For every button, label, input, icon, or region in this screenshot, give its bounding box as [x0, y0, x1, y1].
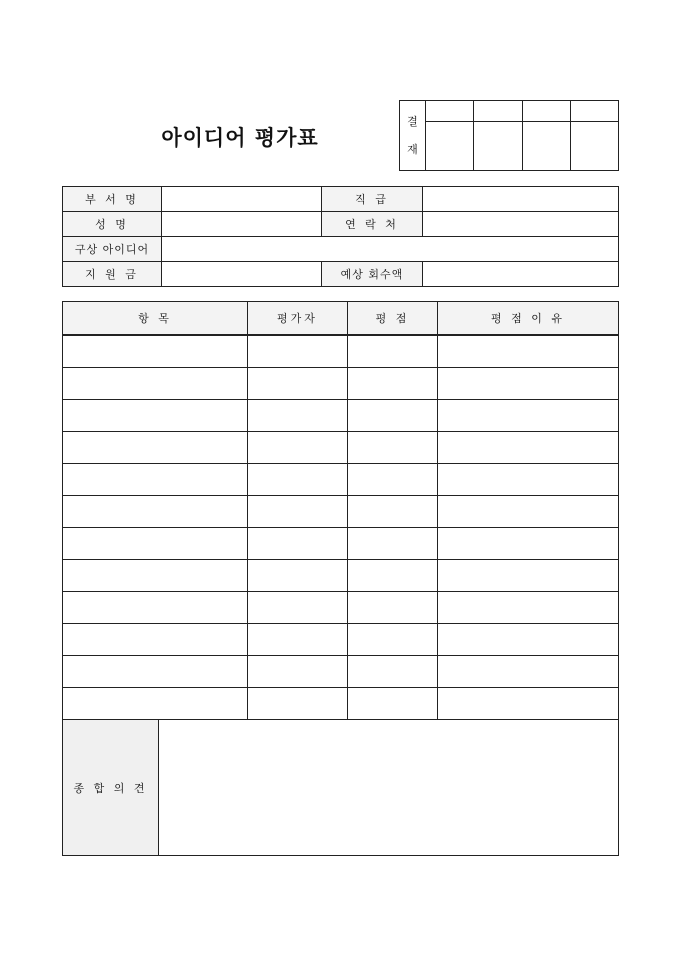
evaluator-cell[interactable]: [248, 528, 348, 560]
evaluation-header-row: [63, 302, 619, 336]
approval-signature-cell[interactable]: [474, 122, 522, 171]
position-field[interactable]: [423, 187, 619, 212]
item-cell[interactable]: [63, 528, 248, 560]
item-cell[interactable]: [63, 496, 248, 528]
evaluator-cell[interactable]: [248, 400, 348, 432]
approval-label-bottom: 재: [407, 142, 418, 156]
score-reason-header: 평 점 이 유: [438, 302, 619, 336]
department-field[interactable]: [162, 187, 322, 212]
idea-label: 구상 아이디어: [63, 237, 162, 262]
contact-label: 연 락 처: [322, 212, 423, 237]
idea-field[interactable]: [162, 237, 619, 262]
score-reason-cell[interactable]: [438, 688, 619, 720]
score-cell[interactable]: [348, 624, 438, 656]
evaluator-cell[interactable]: [248, 464, 348, 496]
evaluator-cell[interactable]: [248, 592, 348, 624]
score-reason-cell[interactable]: [438, 656, 619, 688]
item-cell[interactable]: [63, 688, 248, 720]
item-cell[interactable]: [63, 624, 248, 656]
evaluation-row: [63, 400, 619, 432]
score-reason-cell[interactable]: [438, 624, 619, 656]
score-cell[interactable]: [348, 688, 438, 720]
approval-label: [400, 101, 426, 171]
evaluation-row: [63, 335, 619, 368]
approval-title-cell[interactable]: [426, 101, 474, 122]
score-reason-cell[interactable]: [438, 432, 619, 464]
applicant-info-table: [62, 186, 619, 287]
evaluation-row: [63, 656, 619, 688]
expected-return-field[interactable]: [423, 262, 619, 287]
score-header: 평 점: [348, 302, 438, 336]
expected-return-label: 예상 회수액: [322, 262, 423, 287]
item-cell[interactable]: [63, 400, 248, 432]
score-cell[interactable]: [348, 528, 438, 560]
support-field[interactable]: [162, 262, 322, 287]
evaluation-row: [63, 464, 619, 496]
evaluation-row: [63, 528, 619, 560]
score-cell[interactable]: [348, 432, 438, 464]
item-cell[interactable]: [63, 432, 248, 464]
name-field[interactable]: [162, 212, 322, 237]
evaluation-row: [63, 624, 619, 656]
overall-opinion-label: 종 합 의 견: [63, 720, 159, 856]
evaluator-cell[interactable]: [248, 656, 348, 688]
evaluation-row: [63, 688, 619, 720]
evaluator-header: 평가자: [248, 302, 348, 336]
evaluation-row: [63, 368, 619, 400]
score-reason-cell[interactable]: [438, 560, 619, 592]
support-label: 지 원 금: [63, 262, 162, 287]
item-cell[interactable]: [63, 464, 248, 496]
score-cell[interactable]: [348, 592, 438, 624]
page-title: 아이디어 평가표: [161, 126, 319, 150]
department-label: 부 서 명: [63, 187, 162, 212]
evaluator-cell[interactable]: [248, 335, 348, 368]
approval-label-top: 결: [407, 114, 418, 128]
evaluator-cell[interactable]: [248, 560, 348, 592]
evaluator-cell[interactable]: [248, 432, 348, 464]
score-reason-cell[interactable]: [438, 496, 619, 528]
item-cell[interactable]: [63, 368, 248, 400]
score-reason-cell[interactable]: [438, 464, 619, 496]
evaluator-cell[interactable]: [248, 496, 348, 528]
approval-title-cell[interactable]: [570, 101, 618, 122]
approval-title-cell[interactable]: [474, 101, 522, 122]
evaluation-row: [63, 432, 619, 464]
name-label: 성 명: [63, 212, 162, 237]
evaluator-cell[interactable]: [248, 368, 348, 400]
evaluation-row: [63, 560, 619, 592]
score-reason-cell[interactable]: [438, 335, 619, 368]
score-cell[interactable]: [348, 560, 438, 592]
contact-field[interactable]: [423, 212, 619, 237]
score-cell[interactable]: [348, 368, 438, 400]
score-cell[interactable]: [348, 400, 438, 432]
evaluator-cell[interactable]: [248, 624, 348, 656]
score-reason-cell[interactable]: [438, 368, 619, 400]
evaluation-row: [63, 496, 619, 528]
item-cell[interactable]: [63, 560, 248, 592]
position-label: 직 급: [322, 187, 423, 212]
approval-signature-cell[interactable]: [522, 122, 570, 171]
approval-signature-cell[interactable]: [426, 122, 474, 171]
score-reason-cell[interactable]: [438, 400, 619, 432]
item-cell[interactable]: [63, 592, 248, 624]
score-reason-cell[interactable]: [438, 528, 619, 560]
item-cell[interactable]: [63, 656, 248, 688]
score-cell[interactable]: [348, 656, 438, 688]
approval-title-cell[interactable]: [522, 101, 570, 122]
approval-signature-cell[interactable]: [570, 122, 618, 171]
score-cell[interactable]: [348, 335, 438, 368]
evaluation-row: [63, 592, 619, 624]
evaluation-table: [62, 301, 619, 856]
overall-opinion-field[interactable]: [159, 720, 619, 856]
score-reason-cell[interactable]: [438, 592, 619, 624]
item-header: 항 목: [63, 302, 248, 336]
score-cell[interactable]: [348, 496, 438, 528]
approval-box: [399, 100, 619, 171]
score-cell[interactable]: [348, 464, 438, 496]
item-cell[interactable]: [63, 335, 248, 368]
evaluator-cell[interactable]: [248, 688, 348, 720]
